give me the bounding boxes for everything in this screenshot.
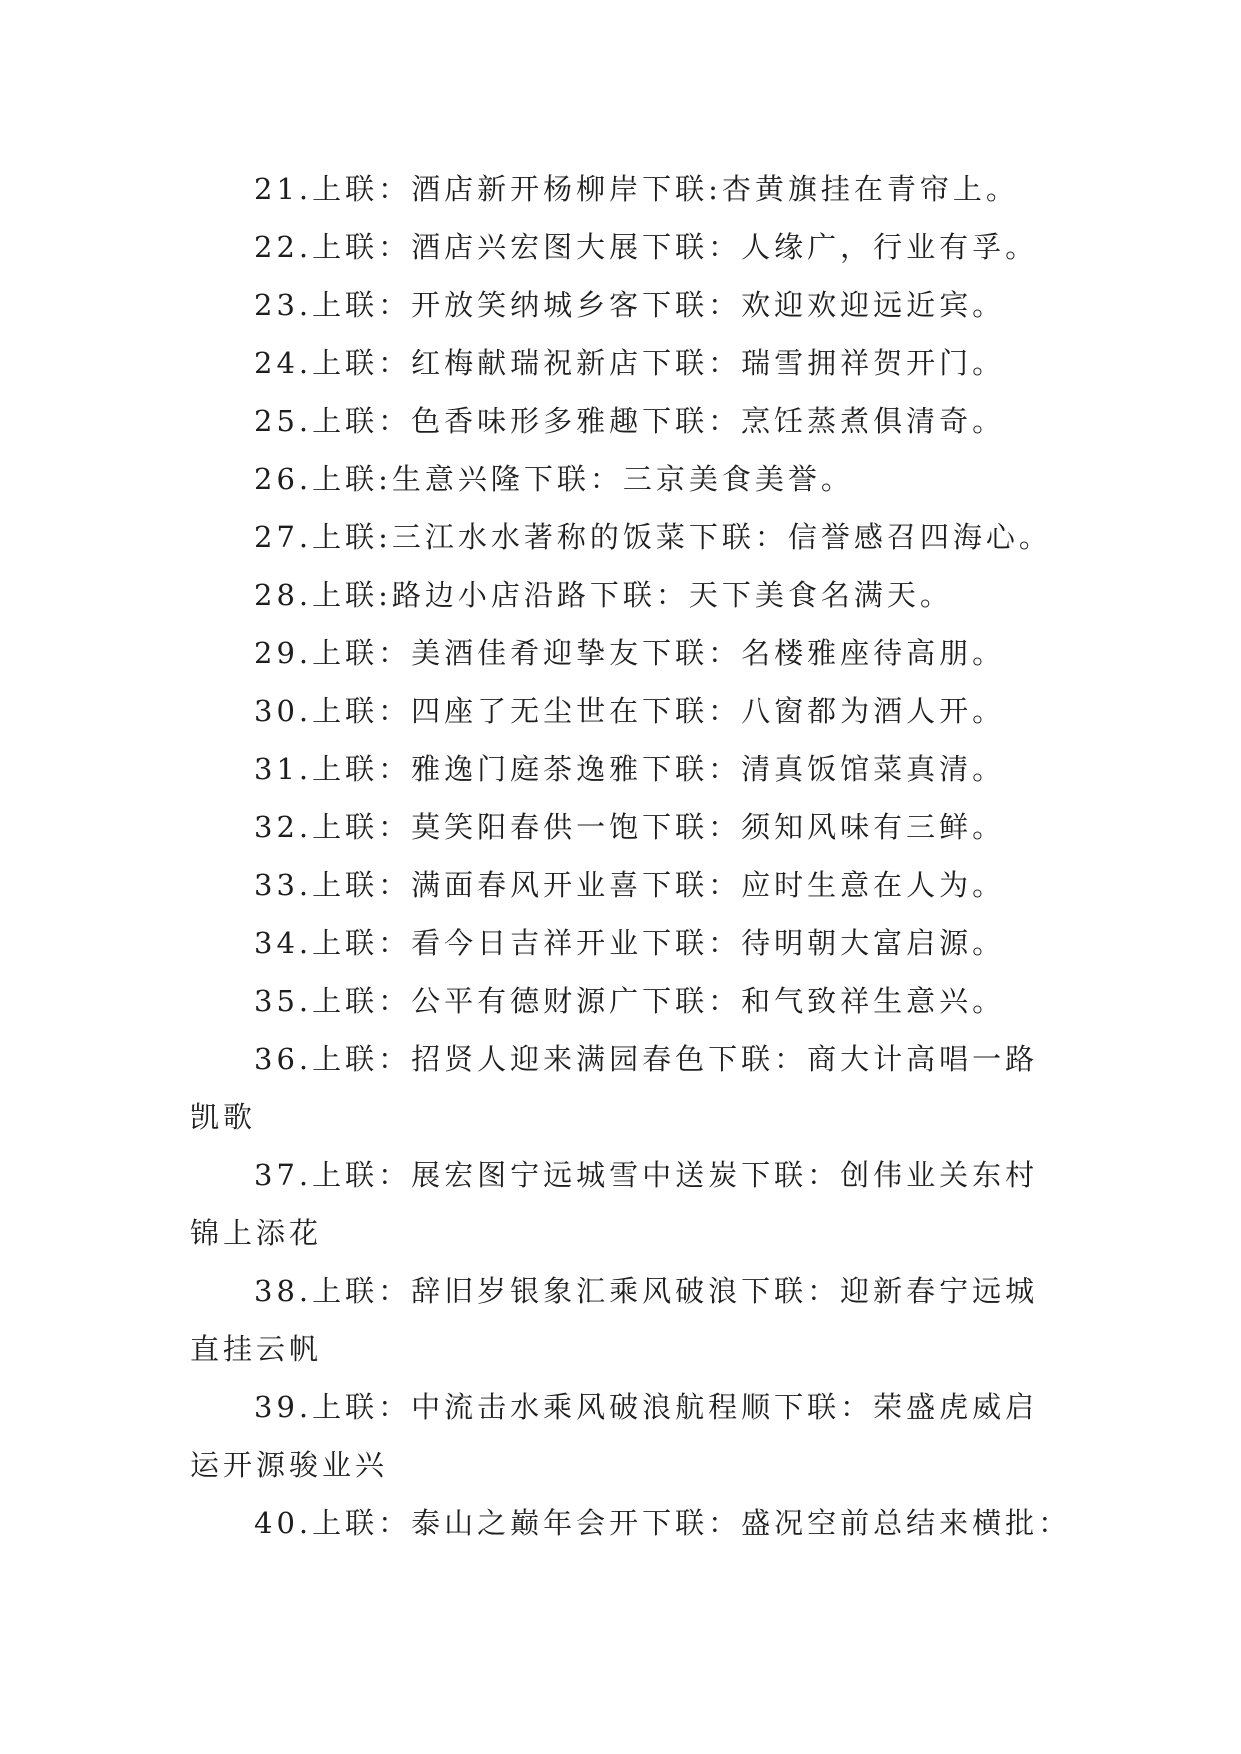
text-line: 35.上联：公平有德财源广下联：和气致祥生意兴。	[254, 984, 1006, 1018]
text-line: 运开源骏业兴	[190, 1448, 389, 1482]
text-line: 30.上联：四座了无尘世在下联：八窗都为酒人开。	[254, 694, 1006, 728]
text-line: 直挂云帆	[190, 1332, 323, 1366]
text-line: 31.上联：雅逸门庭茶逸雅下联：清真饭馆菜真清。	[254, 752, 1006, 786]
text-line: 34.上联：看今日吉祥开业下联：待明朝大富启源。	[254, 926, 1006, 960]
text-line: 27.上联:三江水水著称的饭菜下联：信誉感召四海心。	[254, 520, 1052, 554]
text-line: 36.上联：招贤人迎来满园春色下联：商大计高唱一路	[254, 1042, 1039, 1076]
text-line: 28.上联:路边小店沿路下联：天下美食名满天。	[254, 578, 953, 612]
text-line: 38.上联：辞旧岁银象汇乘风破浪下联：迎新春宁远城	[254, 1274, 1039, 1308]
text-line: 23.上联：开放笑纳城乡客下联：欢迎欢迎远近宾。	[254, 288, 1006, 322]
text-line: 24.上联：红梅献瑞祝新店下联：瑞雪拥祥贺开门。	[254, 346, 1006, 380]
couplet-list	[190, 160, 1090, 1552]
text-line: 32.上联：莫笑阳春供一饱下联：须知风味有三鲜。	[254, 810, 1006, 844]
text-line: 33.上联：满面春风开业喜下联：应时生意在人为。	[254, 868, 1006, 902]
text-line: 26.上联:生意兴隆下联：三京美食美誉。	[254, 462, 854, 496]
text-line: 凯歌	[190, 1100, 257, 1134]
text-line: 21.上联：酒店新开杨柳岸下联:杏黄旗挂在青帘上。	[254, 172, 1019, 206]
text-line: 39.上联：中流击水乘风破浪航程顺下联：荣盛虎威启	[254, 1390, 1039, 1424]
text-line: 37.上联：展宏图宁远城雪中送炭下联：创伟业关东村	[254, 1158, 1039, 1192]
text-line: 29.上联：美酒佳肴迎挚友下联：名楼雅座待高朋。	[254, 636, 1006, 670]
text-line: 22.上联：酒店兴宏图大展下联：人缘广，行业有孚。	[254, 230, 1039, 264]
text-line: 锦上添花	[190, 1216, 323, 1250]
text-line: 25.上联：色香味形多雅趣下联：烹饪蒸煮俱清奇。	[254, 404, 1006, 438]
text-line: 40.上联：泰山之巅年会开下联：盛况空前总结来横批：	[254, 1506, 1072, 1540]
